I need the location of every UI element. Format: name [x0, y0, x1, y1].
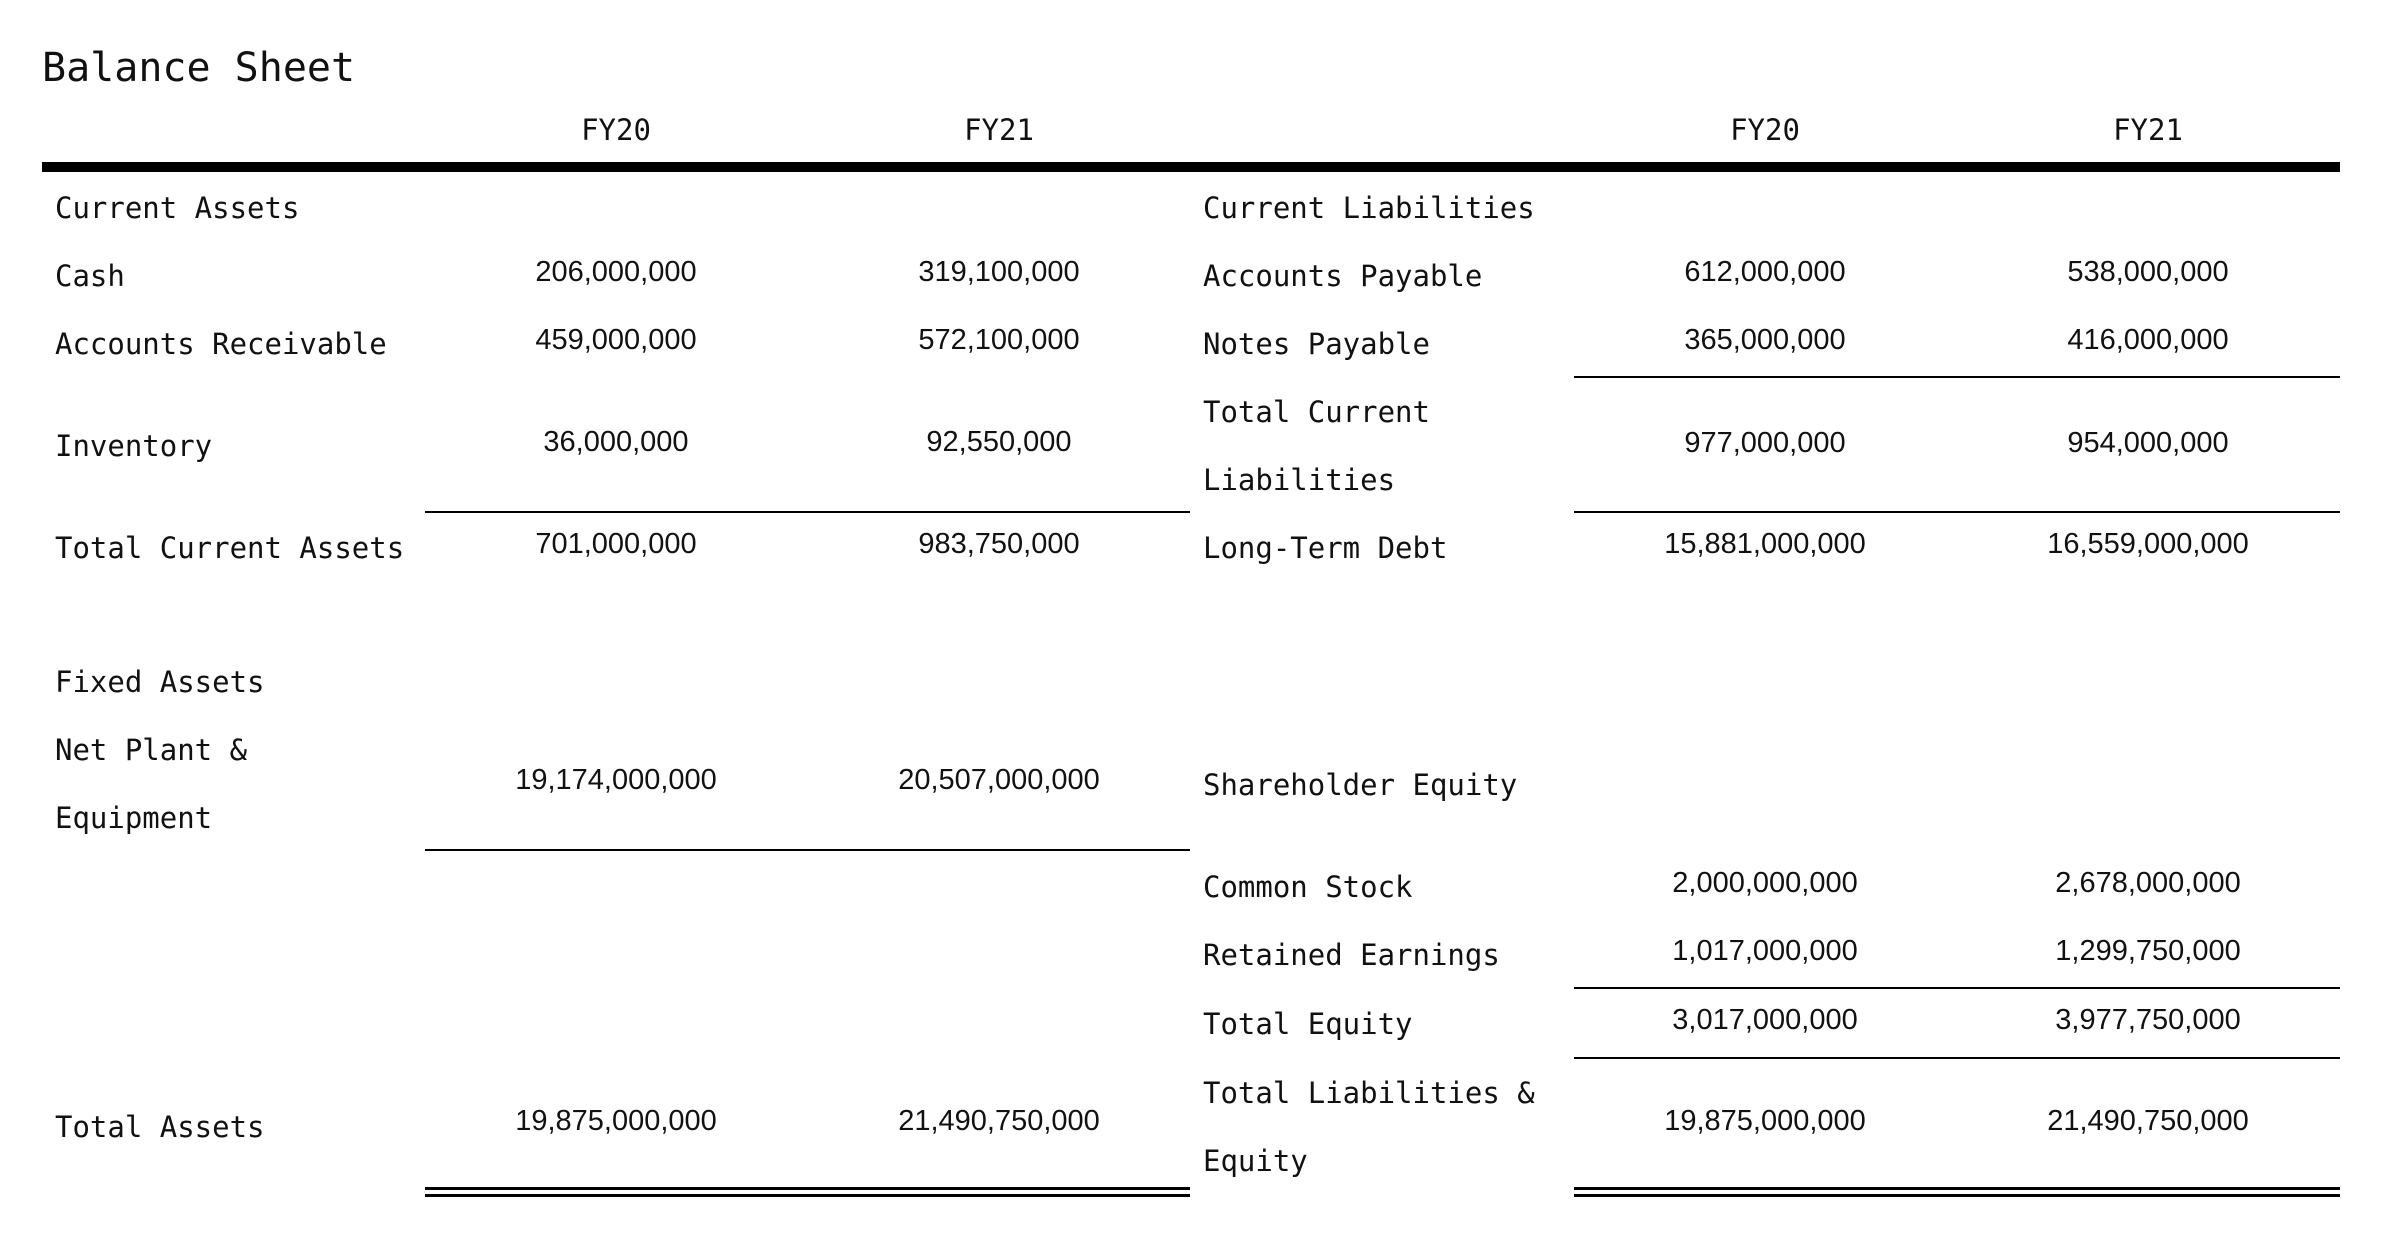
- total-assets-label: Total Assets: [55, 1110, 265, 1144]
- accounts-payable-fy20: 612,000,000: [1684, 256, 1846, 288]
- current-liabilities-heading: Current Liabilities: [1203, 191, 1535, 225]
- common-stock-fy20: 2,000,000,000: [1672, 867, 1858, 899]
- balance-sheet: [42, 0, 2340, 1258]
- accounts-payable-fy21: 538,000,000: [2067, 256, 2229, 288]
- net-plant-fy21: 20,507,000,000: [898, 764, 1100, 796]
- notes-payable-fy20: 365,000,000: [1684, 324, 1846, 356]
- total-current-assets-label: Total Current Assets: [55, 531, 405, 565]
- shareholder-equity-heading: Shareholder Equity: [1203, 768, 1518, 802]
- net-plant-fy20: 19,174,000,000: [515, 764, 717, 796]
- total-equity-fy20: 3,017,000,000: [1672, 1004, 1858, 1036]
- total-current-assets-fy21: 983,750,000: [918, 528, 1080, 560]
- retained-earnings-fy21: 1,299,750,000: [2055, 935, 2241, 967]
- accounts-payable-label: Accounts Payable: [1203, 259, 1483, 293]
- common-stock-fy21: 2,678,000,000: [2055, 867, 2241, 899]
- page-title: Balance Sheet: [42, 45, 356, 91]
- cash-label: Cash: [55, 259, 125, 293]
- total-current-liabilities-fy20: 977,000,000: [1684, 427, 1846, 459]
- total-equity-label: Total Equity: [1203, 1007, 1413, 1041]
- long-term-debt-fy21: 16,559,000,000: [2047, 528, 2249, 560]
- common-stock-label: Common Stock: [1203, 870, 1413, 904]
- net-plant-label-line1: Net Plant &: [55, 733, 248, 767]
- total-liabilities-equity-fy20: 19,875,000,000: [1664, 1105, 1866, 1137]
- total-equity-fy21: 3,977,750,000: [2055, 1004, 2241, 1036]
- total-current-assets-fy20: 701,000,000: [535, 528, 697, 560]
- accounts-receivable-fy20: 459,000,000: [535, 324, 697, 356]
- net-plant-label-line2: Equipment: [55, 801, 213, 835]
- total-liabilities-equity-label-line2: Equity: [1203, 1144, 1308, 1178]
- header-divider: [42, 162, 2340, 172]
- current-assets-heading: Current Assets: [55, 191, 300, 225]
- subtotal-rule-current-assets: [425, 511, 1190, 513]
- retained-earnings-fy20: 1,017,000,000: [1672, 935, 1858, 967]
- subtotal-rule-fixed-assets: [425, 849, 1190, 851]
- retained-earnings-label: Retained Earnings: [1203, 938, 1500, 972]
- cash-fy21: 319,100,000: [918, 256, 1080, 288]
- subtotal-rule-equity: [1574, 987, 2340, 989]
- total-liabilities-equity-label-line1: Total Liabilities &: [1203, 1076, 1535, 1110]
- subtotal-rule-current-liabilities: [1574, 511, 2340, 513]
- inventory-fy21: 92,550,000: [926, 426, 1072, 458]
- total-current-liabilities-label-line2: Liabilities: [1203, 463, 1396, 497]
- header-right-fy20: FY20: [1730, 113, 1800, 147]
- header-left-fy21: FY21: [964, 113, 1034, 147]
- total-current-liabilities-label-line1: Total Current: [1203, 395, 1430, 429]
- total-liabilities-equity-fy21: 21,490,750,000: [2047, 1105, 2249, 1137]
- double-rule-top-assets: [425, 1187, 1190, 1190]
- inventory-label: Inventory: [55, 429, 213, 463]
- long-term-debt-label: Long-Term Debt: [1203, 531, 1448, 565]
- header-left-fy20: FY20: [581, 113, 651, 147]
- total-current-liabilities-fy21: 954,000,000: [2067, 427, 2229, 459]
- cash-fy20: 206,000,000: [535, 256, 697, 288]
- double-rule-bottom-liabilities: [1574, 1194, 2340, 1197]
- accounts-receivable-label: Accounts Receivable: [55, 327, 387, 361]
- notes-payable-label: Notes Payable: [1203, 327, 1430, 361]
- fixed-assets-heading: Fixed Assets: [55, 665, 265, 699]
- subtotal-rule-total-equity: [1574, 1057, 2340, 1059]
- double-rule-bottom-assets: [425, 1194, 1190, 1197]
- total-assets-fy20: 19,875,000,000: [515, 1105, 717, 1137]
- notes-payable-fy21: 416,000,000: [2067, 324, 2229, 356]
- total-assets-fy21: 21,490,750,000: [898, 1105, 1100, 1137]
- subtotal-rule-payables: [1574, 376, 2340, 378]
- header-right-fy21: FY21: [2113, 113, 2183, 147]
- accounts-receivable-fy21: 572,100,000: [918, 324, 1080, 356]
- double-rule-top-liabilities: [1574, 1187, 2340, 1190]
- inventory-fy20: 36,000,000: [543, 426, 689, 458]
- long-term-debt-fy20: 15,881,000,000: [1664, 528, 1866, 560]
